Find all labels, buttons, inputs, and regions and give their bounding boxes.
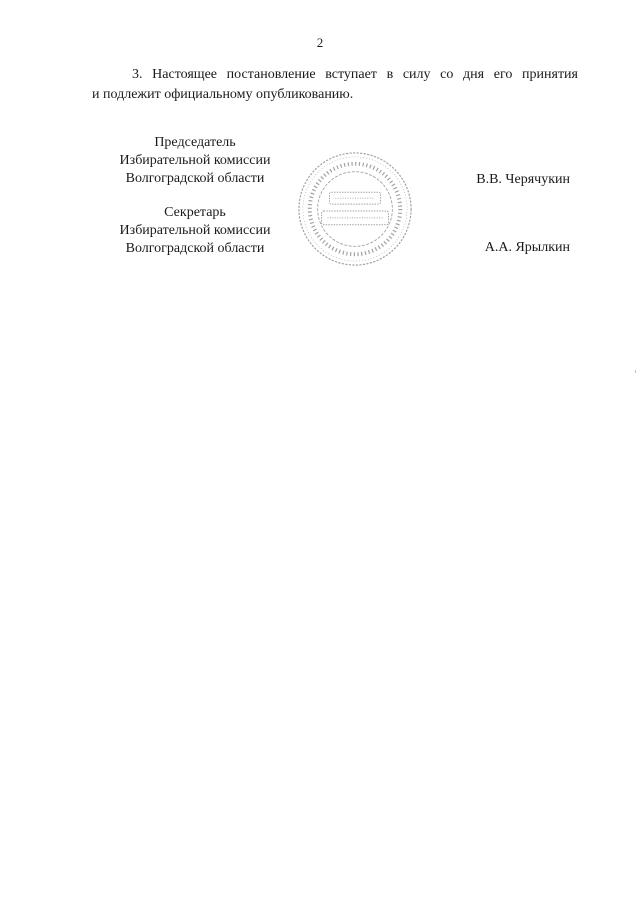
chairman-title-line-2: Избирательной комиссии [119, 153, 271, 168]
chairman-name: В.В. Черячукин [476, 172, 570, 187]
seal-middle-ring [303, 157, 407, 261]
secretary-name: А.А. Ярылкин [484, 240, 570, 255]
seal-center-emblem [322, 192, 389, 224]
paragraph-line-1: 3. Настоящее постановление вступает в силу со дня его принятия [132, 67, 578, 82]
secretary-title-block [100, 204, 290, 258]
seal-inner-ring [318, 172, 393, 247]
seal-outer-ring [299, 153, 411, 265]
paragraph-effective-date [92, 65, 578, 105]
secretary-title-line-1: Секретарь [164, 205, 226, 220]
chairman-title-block [100, 134, 290, 188]
secretary-title-line-2: Избирательной комиссии [119, 223, 271, 238]
chairman-title-line-3: Волгоградской области [125, 171, 265, 186]
paragraph-line-2: и подлежит официальному опубликованию. [92, 87, 354, 102]
seal-border-lettering [310, 164, 400, 254]
page-number: 2 [316, 35, 324, 50]
scan-edge-mark [635, 370, 636, 373]
secretary-title-line-3: Волгоградской области [125, 241, 265, 256]
official-seal-stamp [296, 150, 414, 268]
seal-rings [299, 153, 411, 265]
chairman-title-line-1: Председатель [154, 135, 236, 150]
